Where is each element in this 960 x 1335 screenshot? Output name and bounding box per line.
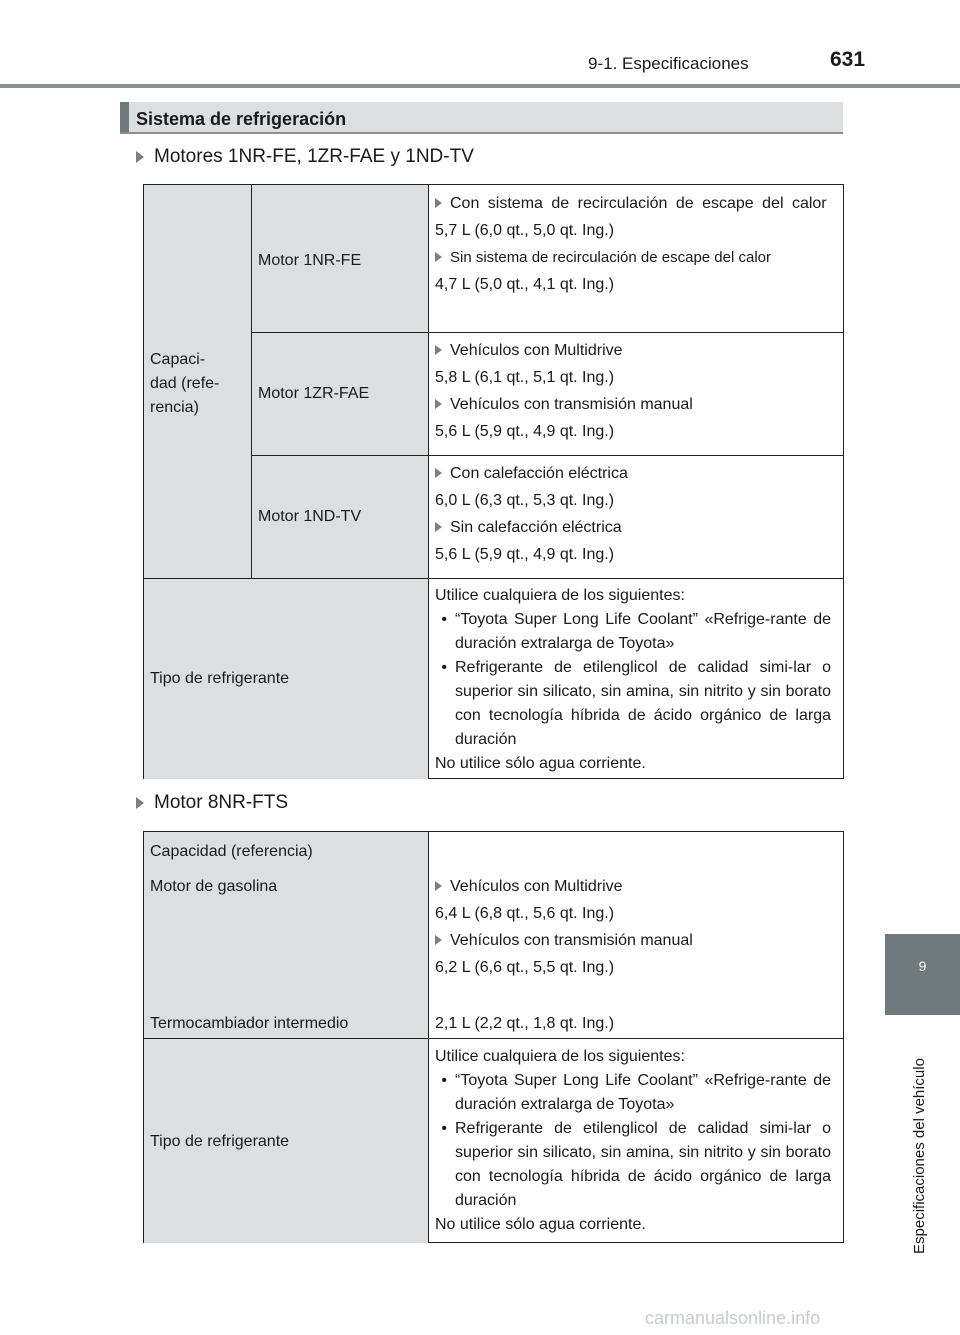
gasoline-engine-values [435, 875, 831, 980]
capacity-value: 4,7 L (5,0 qt., 4,1 qt. Ing.) [435, 276, 615, 293]
table2-divider [144, 1038, 844, 1039]
triangle-bullet-icon [136, 151, 144, 163]
list-item: Vehículos con transmisión manual [435, 926, 831, 953]
list-item: Vehículos con Multidrive [435, 339, 831, 363]
chapter-label [893, 1022, 928, 1254]
triangle-bullet-icon [435, 399, 442, 409]
list-item: Vehículos con Multidrive [435, 875, 831, 899]
capacity-value: 6,2 L (6,6 qt., 5,5 qt. Ing.) [435, 959, 615, 976]
capacity-value: 5,7 L (6,0 qt., 5,0 qt. Ing.) [435, 222, 615, 239]
page-number: 631 [830, 48, 866, 71]
header-rule [0, 84, 960, 88]
list-item: • Refrigerante de etilenglicol de calidad simi-lar o superior sin silicato, sin amina, sin nitrito y sin borato con tecnología híbrida de ácido orgánico de larga duración [441, 1120, 831, 1209]
table1-capacity-label: Capaci- dad (refe- rencia) [150, 351, 220, 416]
capacity-value: 5,6 L (5,9 qt., 4,9 qt. Ing.) [435, 423, 615, 440]
coolant-intro: Utilice cualquiera de los siguientes: [435, 587, 685, 604]
table1-heading-text: Motores 1NR-FE, 1ZR-FAE y 1ND-TV [154, 146, 474, 167]
list-item: Con calefacción eléctrica [435, 462, 831, 486]
header-section-title: 9-1. Especificaciones [588, 54, 749, 73]
capacity-value: 5,6 L (5,9 qt., 4,9 qt. Ing.) [435, 546, 615, 563]
table1 [143, 184, 844, 779]
table1-divider [251, 185, 252, 578]
engine-name-1nd-tv: Motor 1ND-TV [258, 508, 362, 525]
chapter-tab: 9 [885, 934, 960, 1011]
table2-heading-text: Motor 8NR-FTS [154, 792, 289, 813]
engine-name-1nr-fe: Motor 1NR-FE [258, 252, 362, 269]
triangle-bullet-icon [136, 797, 144, 809]
gasoline-engine-label: Motor de gasolina [150, 878, 278, 895]
table2-coolant-values [435, 1045, 831, 1237]
table1-divider [144, 578, 844, 579]
table2-capacity-label: Capacidad (referencia) [150, 843, 313, 860]
table1-divider [251, 332, 844, 333]
chapter-label-text: Especificaciones del vehículo [911, 1058, 928, 1254]
section-accent [120, 102, 129, 132]
triangle-bullet-icon [435, 252, 442, 262]
table2-heading [136, 792, 288, 814]
triangle-bullet-icon [435, 935, 442, 945]
table1-coolant-values [435, 584, 831, 776]
engine-name-1zr-fae: Motor 1ZR-FAE [258, 385, 370, 402]
table2-coolant-label: Tipo de refrigerante [150, 1133, 290, 1150]
list-item: Sin calefacción eléctrica [435, 513, 831, 540]
capacity-value: 6,0 L (6,3 qt., 5,3 qt. Ing.) [435, 492, 615, 509]
coolant-intro: Utilice cualquiera de los siguientes: [435, 1048, 685, 1065]
capacity-value: 5,8 L (6,1 qt., 5,1 qt. Ing.) [435, 369, 615, 386]
watermark: carmanualsonline.info [645, 1308, 821, 1328]
list-item: • Refrigerante de etilenglicol de calidad simi-lar o superior sin silicato, sin amina, sin nitrito y sin borato con tecnología híbrida de ácido orgánico de larga duración [441, 659, 831, 748]
engine-1nr-fe-values [435, 192, 831, 297]
list-item: • “Toyota Super Long Life Coolant” «Refrige-rante de duración extralarga de Toyota» [441, 1072, 831, 1113]
section-heading-bar [120, 102, 843, 134]
table1-heading [136, 146, 474, 168]
engine-1zr-fae-values [435, 339, 831, 444]
list-item: Vehículos con transmisión manual [435, 390, 831, 417]
list-item: Sin sistema de recirculación de escape del calor [435, 243, 831, 270]
intercooler-value: 2,1 L (2,2 qt., 1,8 qt. Ing.) [435, 1015, 615, 1032]
triangle-bullet-icon [435, 345, 442, 355]
triangle-bullet-icon [435, 522, 442, 532]
list-item: • “Toyota Super Long Life Coolant” «Refrige-rante de duración extralarga de Toyota» [441, 611, 831, 652]
coolant-note: No utilice sólo agua corriente. [435, 755, 646, 772]
list-item: Con sistema de recirculación de escape del calor [435, 192, 831, 216]
capacity-value: 6,4 L (6,8 qt., 5,6 qt. Ing.) [435, 905, 615, 922]
chapter-tab-rule [885, 1011, 960, 1015]
triangle-bullet-icon [435, 198, 442, 208]
triangle-bullet-icon [435, 468, 442, 478]
table1-divider [251, 455, 844, 456]
coolant-note: No utilice sólo agua corriente. [435, 1216, 646, 1233]
table2 [143, 831, 844, 1243]
intercooler-label: Termocambiador intermedio [150, 1015, 349, 1032]
table1-divider [428, 185, 429, 779]
table1-coolant-label: Tipo de refrigerante [150, 670, 290, 687]
engine-1nd-tv-values [435, 462, 831, 567]
triangle-bullet-icon [435, 881, 442, 891]
section-title: Sistema de refrigeración [136, 109, 347, 129]
